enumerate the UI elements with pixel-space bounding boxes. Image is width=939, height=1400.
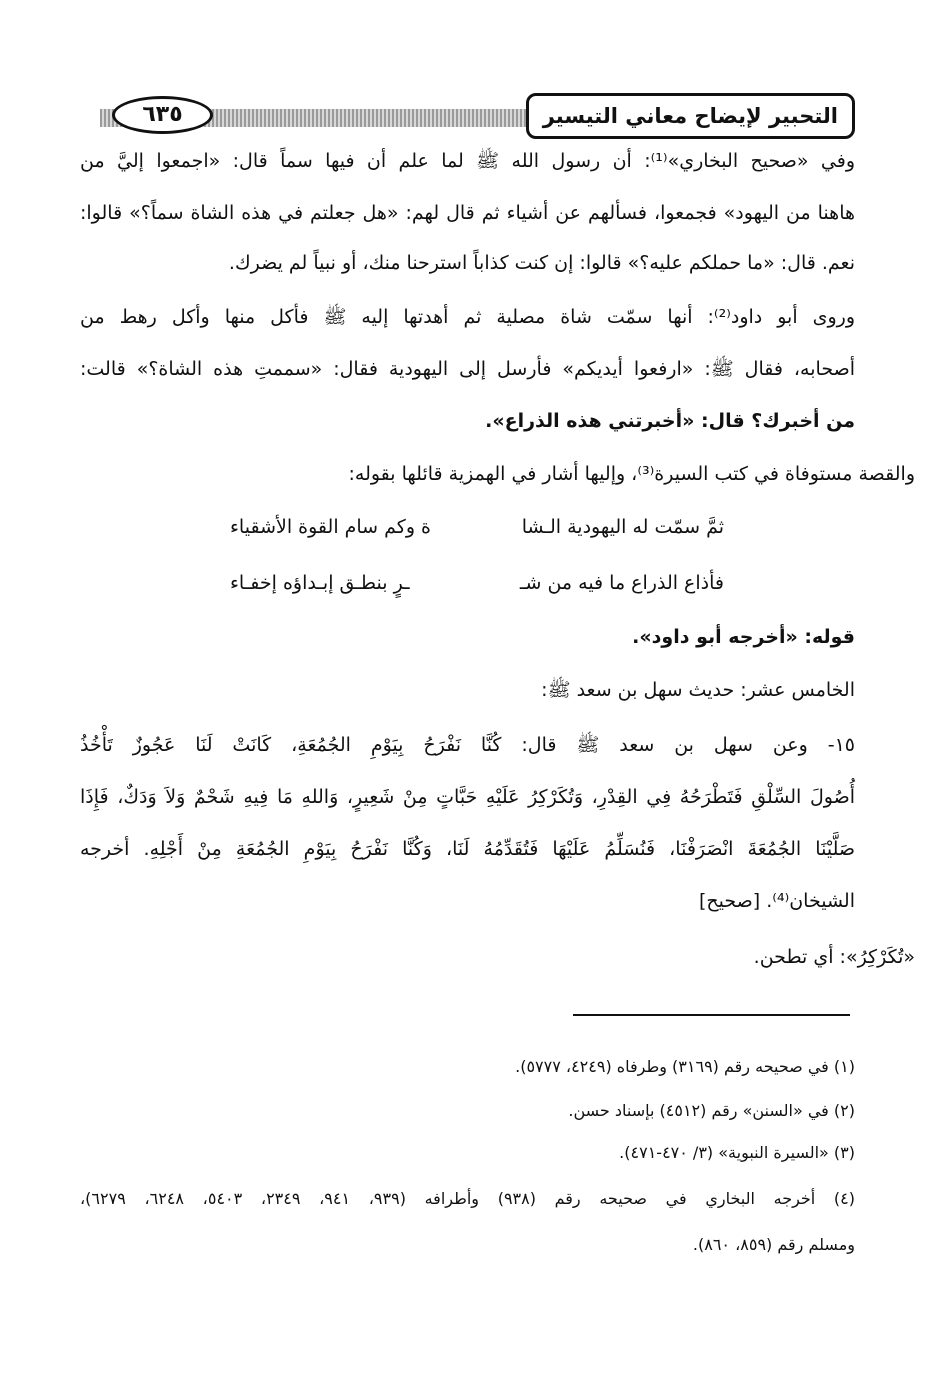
text-line: من أخبرك؟ قال: «أخبرتني هذه الذراع».	[485, 410, 855, 432]
text-line: قوله: «أخرجه أبو داود».	[632, 626, 855, 648]
text-line: هاهنا من اليهود» فجمعوا، فسألهم عن أشياء ثم قال لهم: «هل جعلتم في هذه الشاة سماً؟» قالوا:	[80, 202, 855, 224]
footnote: ومسلم رقم (٨٥٩، ٨٦٠).	[692, 1235, 855, 1254]
verse-hemistich: ة وكم سام القوة الأشقياء	[230, 516, 432, 538]
hadith-line: أُصُولَ السِّلْقِ فَتَطْرَحُهُ فِي القِدْرِ، وَتُكَرْكِرُ عَلَيْهِ حَبَّاتٍ مِنْ شَعِيرٍ، وَاللهِ مَا فِيهِ شَحْمٌ وَلاَ وَدَكٌ، فَإِذَا	[80, 786, 855, 808]
book-title: التحبير لإيضاح معاني التيسير	[526, 93, 855, 139]
footnote: (٤) أخرجه البخاري في صحيحه رقم (٩٣٨) وأطرافه (٩٣٩، ٩٤١، ٢٣٤٩، ٥٤٠٣، ٦٢٤٨، ٦٢٧٩)،	[80, 1189, 856, 1208]
hadith-line: الشيخان⁽⁴⁾. [صحيح]	[698, 890, 855, 912]
page-number: ٦٣٥	[112, 96, 213, 134]
text-line: أصحابه، فقال ﷺ: «ارفعوا أيديكم» فأرسل إلى اليهودية فقال: «سممتِ هذه الشاة؟» قالت:	[80, 358, 855, 380]
text-line: الخامس عشر: حديث سهل بن سعد ﷺ:	[541, 679, 855, 701]
text-line: وفي «صحيح البخاري»⁽¹⁾: أن رسول الله ﷺ لما علم أن فيها سماً قال: «اجمعوا إليَّ من	[80, 150, 856, 172]
verse-hemistich: فأذاع الذراع ما فيه من شـ	[519, 572, 724, 594]
footnote-divider	[573, 1014, 850, 1016]
text-line: والقصة مستوفاة في كتب السيرة⁽³⁾، وإليها أشار في الهمزية قائلها بقوله:	[348, 463, 915, 485]
text-line: نعم. قال: «ما حملكم عليه؟» قالوا: إن كنت كذاباً استرحنا منك، أو نبياً لم يضرك.	[228, 252, 855, 274]
verse-hemistich: ثمَّ سمّت له اليهودية الـشا	[521, 516, 724, 538]
hadith-line: ١٥- وعن سهل بن سعد ﷺ قال: كُنَّا نَفْرَحُ بِيَوْمِ الجُمُعَةِ، كَانَتْ لَنَا عَجُوزٌ تَأْخُذُ	[80, 734, 855, 756]
page-header	[100, 92, 855, 138]
hadith-line: صَلَّيْنَا الجُمُعَةَ انْصَرَفْنَا، فَنُسَلِّمُ عَلَيْهَا فَتُقَدِّمُهُ لَنَا، وَكُنَّا نَفْرَحُ بِيَوْمِ الجُمُعَةِ مِنْ أَجْلِهِ. أخرجه	[80, 838, 855, 860]
footnote: (٢) في «السنن» رقم (٤٥١٢) بإسناد حسن.	[568, 1101, 855, 1120]
footnote: (٣) «السيرة النبوية» (٣/ ٤٧٠-٤٧١).	[619, 1143, 855, 1162]
text-line: «تُكَرْكِرُ»: أي تطحن.	[753, 946, 915, 968]
verse-hemistich: ـرٍ بنطـق إبـداؤه إخفـاء	[230, 572, 410, 594]
footnote: (١) في صحيحه رقم (٣١٦٩) وطرفاه (٤٢٤٩، ٥٧٧٧).	[515, 1057, 855, 1076]
text-line: وروى أبو داود⁽²⁾: أنها سمّت شاة مصلية ثم أهدتها إليه ﷺ فأكل منها وأكل رهط من	[80, 306, 855, 328]
